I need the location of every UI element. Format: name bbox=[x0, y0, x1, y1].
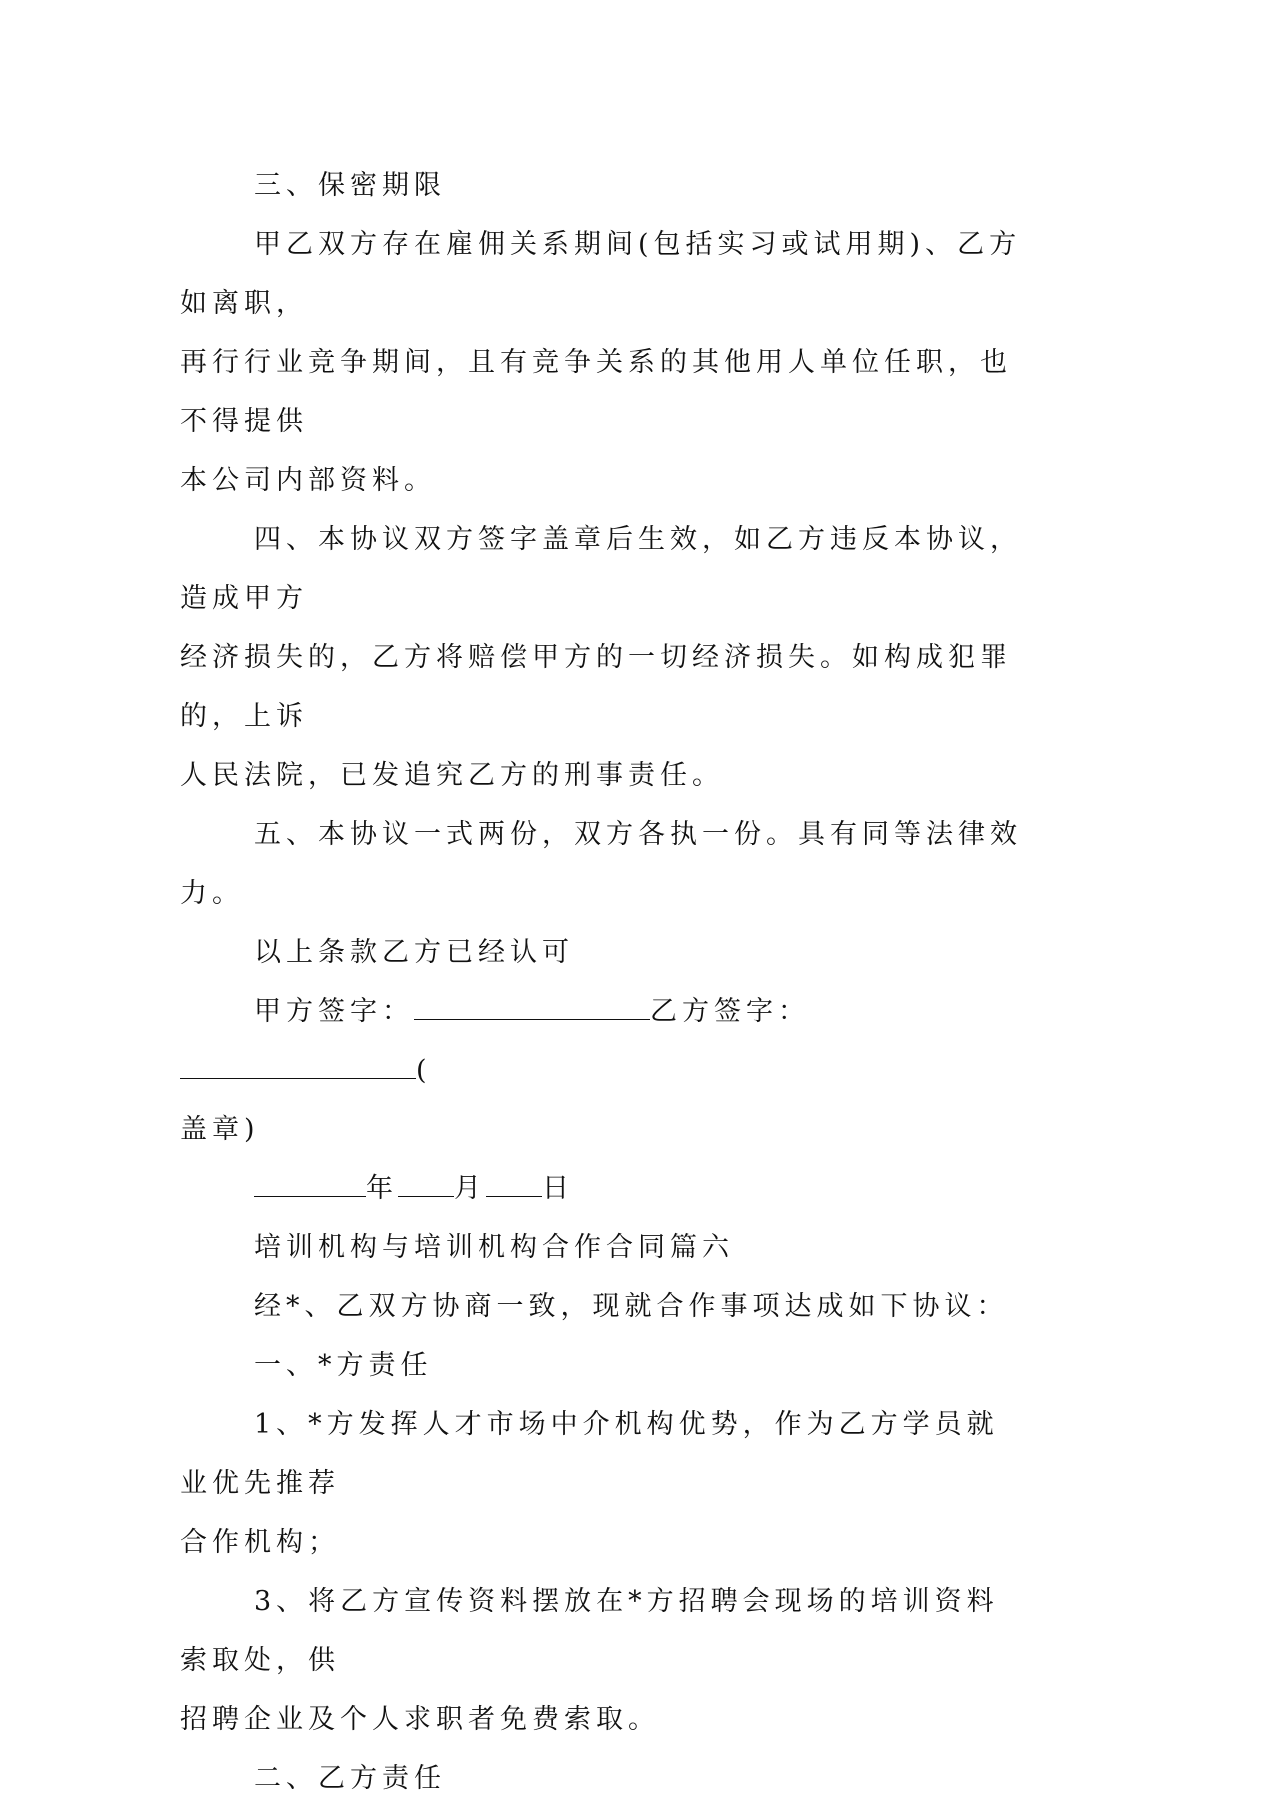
paragraph-line: 经济损失的，乙方将赔偿甲方的一切经济损失。如构成犯罪的，上诉 bbox=[180, 642, 1012, 732]
paragraph-employment-period bbox=[180, 215, 1030, 510]
day-blank bbox=[486, 1166, 542, 1197]
section-heading-party-b-duties bbox=[180, 1749, 1030, 1808]
paragraph-text: 经*、乙双方协商一致，现就合作事项达成如下协议： bbox=[254, 1291, 1009, 1322]
paragraph-acknowledgement bbox=[180, 923, 1030, 982]
paragraph-duty-3 bbox=[180, 1572, 1030, 1749]
paragraph-text: 一、*方责任 bbox=[254, 1350, 433, 1381]
paragraph-text: 三、保密期限 bbox=[254, 170, 446, 201]
seal-paren: ( bbox=[416, 1055, 432, 1086]
paragraph-line: 再行行业竞争期间，且有竞争关系的其他用人单位任职，也不得提供 bbox=[180, 347, 1012, 437]
year-blank bbox=[254, 1166, 366, 1197]
year-label: 年 bbox=[366, 1173, 398, 1204]
day-label: 日 bbox=[542, 1173, 574, 1204]
paragraph-text: 二、乙方责任 bbox=[254, 1763, 446, 1794]
section-title-contract-six bbox=[180, 1218, 1030, 1277]
paragraph-text: 五、本协议一式两份，双方各执一份。具有同等法律效力。 bbox=[180, 819, 1022, 909]
date-line bbox=[180, 1159, 1030, 1218]
paragraph-agreement-intro bbox=[180, 1277, 1030, 1336]
paragraph-text: 以上条款乙方已经认可 bbox=[254, 937, 574, 968]
party-a-signature-label: 甲方签字： bbox=[254, 996, 414, 1027]
paragraph-line: 甲乙双方存在雇佣关系期间(包括实习或试用期)、乙方如离职， bbox=[180, 229, 1022, 319]
paragraph-line: 本公司内部资料。 bbox=[180, 465, 436, 496]
paragraph-line: 招聘企业及个人求职者免费索取。 bbox=[180, 1704, 660, 1735]
document-body bbox=[180, 156, 1030, 1808]
seal-label: 盖章) bbox=[180, 1114, 260, 1145]
signature-line bbox=[180, 982, 1030, 1159]
month-blank bbox=[398, 1166, 454, 1197]
paragraph-duty-1 bbox=[180, 1395, 1030, 1572]
section-heading-confidentiality-period bbox=[180, 156, 1030, 215]
paragraph-copies bbox=[180, 805, 1030, 923]
party-b-signature-blank bbox=[180, 1048, 416, 1079]
paragraph-effectiveness bbox=[180, 510, 1030, 805]
party-a-signature-blank bbox=[414, 989, 650, 1020]
paragraph-line: 合作机构； bbox=[180, 1527, 340, 1558]
paragraph-text: 培训机构与培训机构合作合同篇六 bbox=[254, 1232, 734, 1263]
paragraph-line: 人民法院，已发追究乙方的刑事责任。 bbox=[180, 760, 724, 791]
month-label: 月 bbox=[454, 1173, 486, 1204]
paragraph-line: 四、本协议双方签字盖章后生效，如乙方违反本协议，造成甲方 bbox=[180, 524, 1022, 614]
party-b-signature-label: 乙方签字： bbox=[650, 996, 810, 1027]
section-heading-party-a-duties bbox=[180, 1336, 1030, 1395]
paragraph-line: 3、将乙方宣传资料摆放在*方招聘会现场的培训资料索取处，供 bbox=[180, 1586, 999, 1676]
paragraph-line: 1、*方发挥人才市场中介机构优势，作为乙方学员就业优先推荐 bbox=[180, 1409, 999, 1499]
